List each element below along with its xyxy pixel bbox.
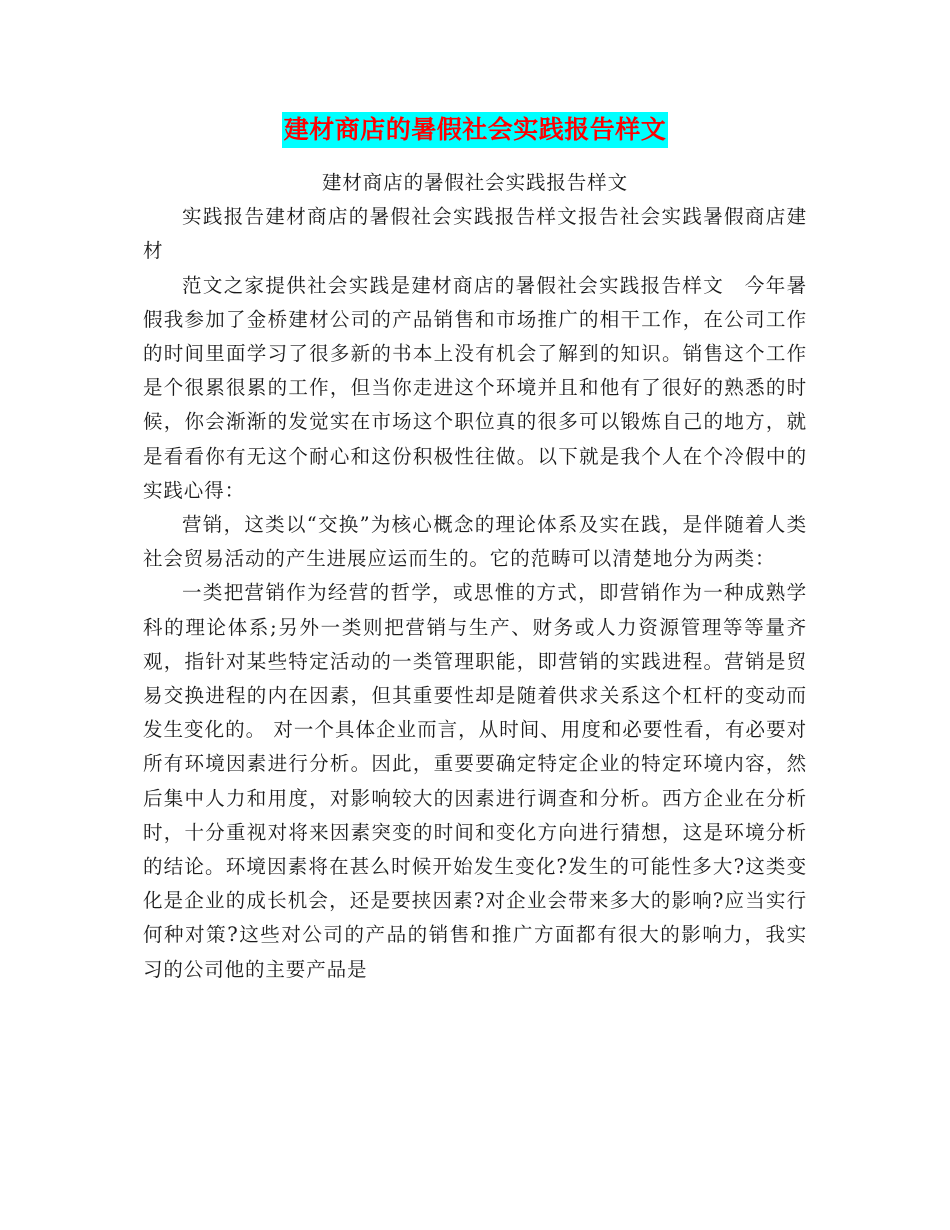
paragraph-keywords: 实践报告建材商店的暑假社会实践报告样文报告社会实践暑假商店建材	[143, 205, 807, 263]
document-title	[0, 112, 950, 150]
document-title-text: 建材商店的暑假社会实践报告样文	[282, 112, 669, 148]
document-subtitle: 建材商店的暑假社会实践报告样文	[321, 171, 628, 194]
paragraph-analysis: 一类把营销作为经营的哲学，或思惟的方式，即营销作为一种成熟学科的理论体系;另外一类则把营销与生产、财务或人力资源管理等等量齐观，指针对某些特定活动的一类管理职能，即营销的实践进程。营销是贸易交换进程的内在因素，但其重要性却是随着供求关系这个杠杆的变动而发生变化的。 对一个具体企业而言，从时间、用度和必要性看，有必要对所有环境因素进行分析。因此，重要要确定特定企业的特定环境内容，然后集中人力和用度，对影响较大的因素进行调查和分析。西方企业在分析时，十分重视对将来因素突变的时间和变化方向进行猜想，这是环境分析的结论。环境因素将在甚么时候开始发生变化?发生的可能性多大?这类变化是企业的成长机会，还是要挟因素?对企业会带来多大的影响?应当实行何种对策?这些对公司的产品的销售和推广方面都有很大的影响力，我实习的公司他的主要产品是	[143, 581, 807, 981]
paragraph-intro: 范文之家提供社会实践是建材商店的暑假社会实践报告样文 今年暑假我参加了金桥建材公司的产品销售和市场推广的相干工作，在公司工作的时间里面学习了很多新的书本上没有机会了解到的知识。销售这个工作是个很累很累的工作，但当你走进这个环境并且和他有了很好的熟悉的时候，你会渐渐的发觉实在市场这个职位真的很多可以锻炼自己的地方，就是看看你有无这个耐心和这份积极性往做。以下就是我个人在个冷假中的实践心得：	[143, 273, 807, 502]
document-body	[143, 166, 807, 987]
paragraph-marketing: 营销，这类以“交换”为核心概念的理论体系及实在践，是伴随着人类社会贸易活动的产生进展应运而生的。它的范畴可以清楚地分为两类：	[143, 513, 807, 571]
